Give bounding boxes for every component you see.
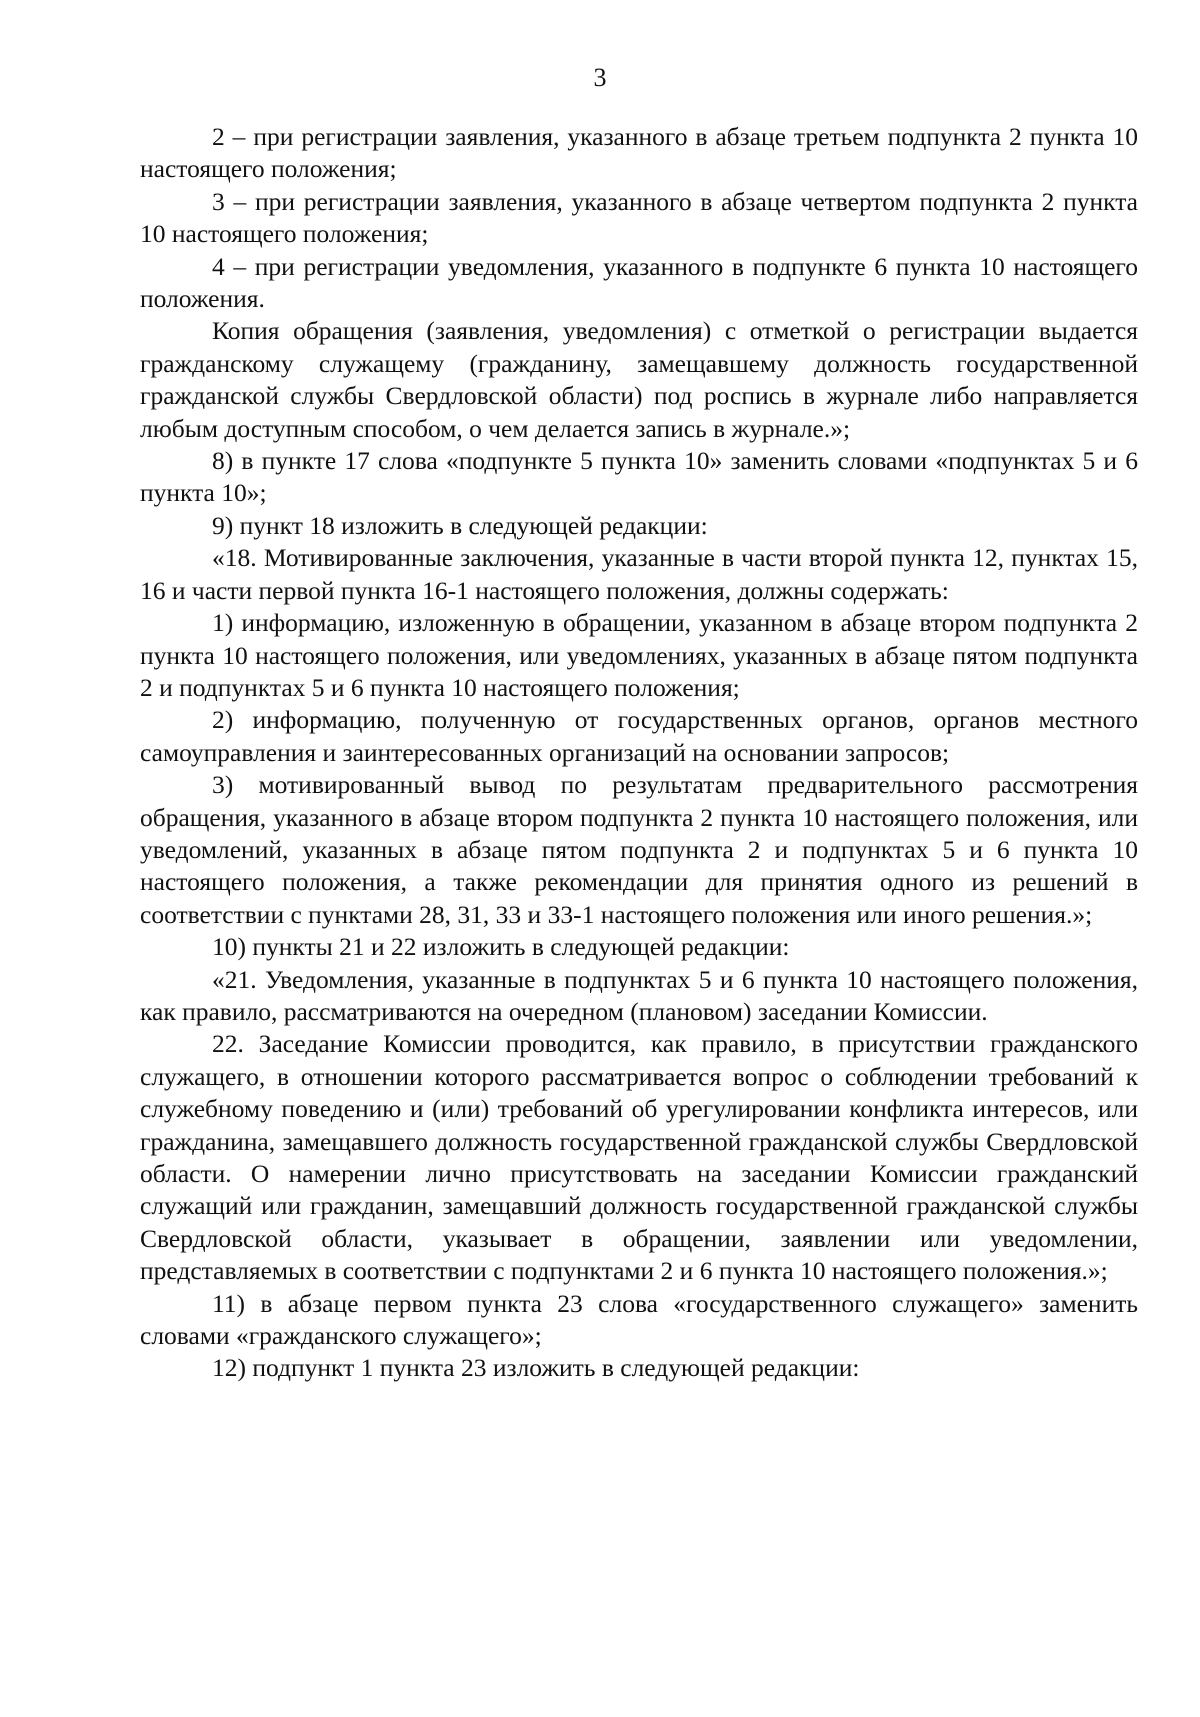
paragraph: 1) информацию, изложенную в обращении, указанном в абзаце втором подпункта 2 пункта 10 настоящего положения, или уведомлениях, указанных в абзаце пятом подпункта 2 и подпунктах 5 и 6 пункта 10 настоящего положения; [140,608,1138,702]
paragraph: 12) подпункт 1 пункта 23 изложить в следующей редакции: [212,1353,860,1383]
document-body [140,121,1138,1385]
paragraph: 4 – при регистрации уведомления, указанного в подпункте 6 пункта 10 настоящего положения. [140,251,1138,314]
paragraph: «18. Мотивированные заключения, указанные в части второй пункта 12, пунктах 15, 16 и части первой пункта 16-1 настоящего положения, должны содержать: [140,543,1138,605]
paragraph: 11) в абзаце первом пункта 23 слова «государственного служащего» заменить словами «гражданского служащего»; [140,1288,1138,1351]
paragraph: 3) мотивированный вывод по результатам предварительного рассмотрения обращения, указанного в абзаце втором подпункта 2 пункта 10 настоящего положения, или уведомлений, указанных в абзаце пятом подпункта 2 и подпунктах 5 и 6 пункта 10 настоящего положения, а также рекомендации для принятия одного из решений в соответствии с пунктами 28, 31, 33 и 33-1 настоящего положения или иного решения.»; [140,770,1138,929]
page-number: 3 [593,63,607,92]
paragraph: 10) пункты 21 и 22 изложить в следующей редакции: [212,932,790,962]
paragraph: 2) информацию, полученную от государственных органов, органов местного самоуправления и заинтересованных организаций на основании запросов; [140,705,1138,767]
paragraph: 8) в пункте 17 слова «подпункте 5 пункта 10» заменить словами «подпунктах 5 и 6 пункта 10»; [140,446,1138,508]
paragraph: «21. Уведомления, указанные в подпунктах 5 и 6 пункта 10 настоящего положения, как правило, рассматриваются на очередном (плановом) заседании Комиссии. [140,964,1138,1026]
paragraph: 3 – при регистрации заявления, указанного в абзаце четвертом подпункта 2 пункта 10 настоящего положения; [140,186,1138,249]
paragraph: Копия обращения (заявления, уведомления) с отметкой о регистрации выдается гражданскому служащему (гражданину, замещавшему должность государственной гражданской службы Свердловской области) под роспись в журнале либо направляется любым доступным способом, о чем делается запись в журнале.»; [140,316,1138,443]
paragraph: 22. Заседание Комиссии проводится, как правило, в присутствии гражданского служащего, в отношении которого рассматривается вопрос о соблюдении требований к служебному поведению и (или) требований об урегулировании конфликта интересов, или гражданина, замещавшего должность государственной гражданской службы Свердловской области. О намерении лично присутствовать на заседании Комиссии гражданский служащий или гражданин, замещавший должность государственной гражданской службы Свердловской области, указывает в обращении, заявлении или уведомлении, представляемых в соответствии с подпунктами 2 и 6 пункта 10 настоящего положения.»; [140,1029,1138,1286]
paragraph: 2 – при регистрации заявления, указанного в абзаце третьем подпункта 2 пункта 10 настоящего положения; [140,122,1138,184]
paragraph: 9) пункт 18 изложить в следующей редакции: [212,510,708,540]
